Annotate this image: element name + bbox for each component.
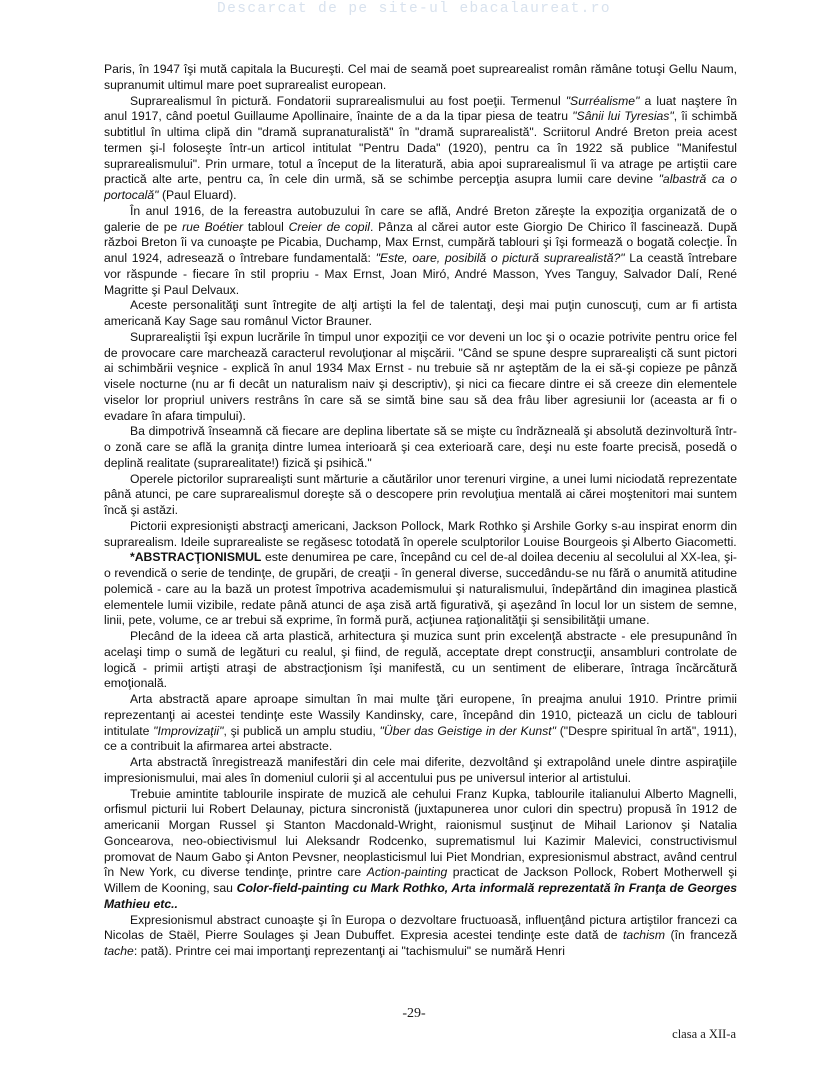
text-run: "albastră ca o portocală" xyxy=(104,172,737,202)
paragraph xyxy=(104,424,737,471)
text-run: . Pânza al cărei autor este Giorgio De Chirico îl fascinează. După război Breton îi va cunoaşte pe Picabia, Duchamp, Max Ernst, cumpără tablouri şi îşi formează o bogată colecţie. În anul 1924, adresează o întrebare fundamentală: xyxy=(104,219,738,265)
text-run: practicat de Jackson Pollock, Robert Motherwell şi Willem de Kooning, sau xyxy=(104,865,737,895)
text-run: tabloul xyxy=(243,219,289,234)
text-run: este denumirea pe care, începând cu cel de-al doilea deceniu al secolului al XX-lea, şi-o revendică o serie de tendinţe, de grupări, de creaţii - în general diverse, succedându-se nu fără o anumită atitudine polemică - care au la bază un protest împotriva academismului şi naturalismului, îndepărtând din imaginea plastică elementele lumii vizibile, redate până atunci de aşa zisă artă figurativă, şi aşezând în locul lor un sistem de semne, linii, pete, volume, ce ar trebui să exprime, în formă pură, acţiunea raţionalităţii şi sensibilităţii umane. xyxy=(104,550,737,628)
text-run: "Surréalisme" xyxy=(565,93,640,108)
text-run: Ba dimpotrivă înseamnă că fiecare are deplina libertate să se mişte cu îndrăzneală şi absolută dezinvoltură într-o zonă care se află la graniţa dintre lumea interioară şi cea exterioară care, deşi nu este foarte precisă, posedă o deplină realitate (suprarealitate!) fizică şi psihică." xyxy=(104,424,737,470)
text-run: tachism xyxy=(623,928,666,943)
paragraph xyxy=(104,204,737,299)
text-run: (în franceză xyxy=(665,928,737,943)
text-run: Aceste personalităţi sunt întregite de alţi artişti la fel de talentaţi, deşi mai puţin cunoscuţi, cum ar fi artista americană Kay Sage sau românul Victor Brauner. xyxy=(104,298,737,328)
text-run: "Este, oare, posibilă o pictură suprarealistă?" xyxy=(375,251,625,265)
text-run: Arta abstractă apare aproape simultan în mai multe ţări europene, în preajma anului 1910. Printre primii reprezentanţi ai acestei tendinţe este Wassily Kandinsky, care, începând din 1910, pictează un ciclu de tablouri intitulate xyxy=(104,692,737,738)
paragraph xyxy=(104,472,737,519)
text-run: Trebuie amintite tablourile inspirate de muzică ale cehului Franz Kupka, tablourile italianului Alberto Magnelli, orfismul picturii lui Robert Delaunay, pictura sincronistă (juxtapunerea unor culori din spectru) propusă în 1912 de americanii Morgan Russel şi Stanton Macdonald-Wright, raionismul susţinut de Mihail Larionov şi Natalia Goncearova, neo-obiectivismul lui Aleksandr Rodcenko, suprematismul lui Kazimir Malevici, constructivismul promovat de Naum Gabo şi Anton Pevsner, neoplasticismul lui Piet Mondrian, expresionismul abstract, având centrul în New York, cu diverse tendinţe, printre care xyxy=(104,786,737,880)
text-run: Paris, în 1947 îşi mută capitala la Bucureşti. Cel mai de seamă poet suprearealist român rămâne totuşi Gellu Naum, supranumit ultimul mare poet suprarealist european. xyxy=(104,62,737,92)
text-run: "Improvizaţii" xyxy=(153,723,224,738)
text-run: Suprarealiştii îşi expun lucrările în timpul unor expoziţii ce vor deveni un loc şi o ocazie potrivite pentru orice fel de provocare care marchează caracterul revoluţionar al mişcării. "Când se spune despre suprarealişti că sunt pictori ai schimbării veşnice - explică în anul 1934 Max Ernst - nu trebuie să nr aşteptăm de la ei să-şi copieze pe pânză visele nocturne (nu ar fi decât un naturalism naiv şi descriptiv), şi nici ca fiecare dintre ei să creeze din elementele viselor lor propriul univers restrâns în care să se simtă bine sau să dea frâu liber agresiunii lor (aceasta ar fi o evadare în afara timpului). xyxy=(104,329,737,423)
text-run: : pată). Printre cei mai importanţi reprezentanţi ai "tachismului" se numără Henri xyxy=(133,944,565,958)
paragraph xyxy=(104,94,737,204)
watermark-text: Descarcat de pe site-ul ebacalaureat.ro xyxy=(217,1,611,17)
text-run: Creier de copil xyxy=(288,219,370,234)
text-run: La ceastă întrebare vor răspunde - fiecare în stil propriu - Max Ernst, Joan Miró, André Masson, Yves Tanguy, Salvador Dalí, René Magritte şi Paul Delvaux. xyxy=(104,251,737,297)
text-run: Pictorii expresionişti abstracţi americani, Jackson Pollock, Mark Rothko şi Arshile Gorky s-au inspirat enorm din suprarealism. Ideile suprarealiste se regăsesc totodată în operele sculptorilor Louise Bourgeois şi Alberto Giacometti. xyxy=(104,518,737,549)
text-run: *ABSTRACŢIONISMUL xyxy=(130,550,262,565)
text-run: a luat naştere în anul 1917, când poetul Guillaume Apollinaire, înainte de a da la tipar piesa de teatru xyxy=(104,93,738,124)
document-body xyxy=(104,62,737,960)
paragraph xyxy=(104,692,737,755)
paragraph xyxy=(104,913,737,960)
paragraph xyxy=(104,787,737,913)
page-number: -29- xyxy=(402,1006,426,1021)
paragraph xyxy=(104,629,737,692)
text-run: Color-field-painting cu Mark Rothko, Arta informală reprezentată în Franţa de Georges Mathieu etc.. xyxy=(104,881,737,911)
text-run: (Paul Eluard). xyxy=(158,188,237,202)
text-run: ("Despre spiritual în artă", 1911), ce a contribuit la afirmarea artei abstracte. xyxy=(104,723,737,754)
page-footer xyxy=(0,1006,828,1066)
text-run: Arta abstractă înregistrează manifestări din cele mai diferite, dezvoltând şi extrapolând unele dintre aspiraţiile impresionismului, mai ales în domeniul culorii şi al accentului pus pe universul interior al artistului. xyxy=(104,755,737,785)
paragraph xyxy=(104,519,737,551)
paragraph xyxy=(104,298,737,330)
text-run: Expresionismul abstract cunoaşte şi în Europa o dezvoltare fructuoasă, influenţând pictura artiştilor francezi ca Nicolas de Staël, Pierre Soulages şi Jean Dubuffet. Expresia acestei tendinţe este dată de xyxy=(104,912,737,943)
paragraph xyxy=(104,62,737,94)
class-label: clasa a XII-a xyxy=(672,1027,736,1041)
text-run: Plecând de la ideea că arta plastică, arhitectura şi muzica sunt prin excelenţă abstracte - ele presupunând în acelaşi timp o sumă de legături cu realul, şi fiind, de regulă, acceptate drept construcţii, ansambluri controlate de logică - primii artişti atraşi de abstracţionism îşi manifestă, cu un sentiment de eliberare, întraga încărcătură emoţională. xyxy=(104,629,737,691)
text-run: În anul 1916, de la fereastra autobuzului în care se află, André Breton zăreşte la expoziţia organizată de o galerie de pe xyxy=(104,203,737,234)
paragraph xyxy=(104,550,737,629)
text-run: tache xyxy=(104,944,134,958)
paragraph xyxy=(104,755,737,787)
text-run: Action-painting xyxy=(366,865,448,880)
text-run: , şi publică un amplu studiu, xyxy=(223,723,380,738)
text-run: , îi schimbă subtitlul în ultima clipă din "dramă supranaturalistă" în "dramă suprarealistă". Scriitorul André Breton preia acest termen şi-l foloseşte într-un articol intitulat "Pentru Dada" (1920), pentru ca în 1922 să publice "Manifestul suprarealismului". Prin urmare, totul a început de la literatură, abia apoi suprarealismul îi va atrage pe artiştii care practică alte arte, pentru ca, în cele din urmă, să se schimbe percepţia asupra lumii care devine xyxy=(104,109,737,187)
text-run: Suprarealismul în pictură. Fondatorii suprarealismului au fost poeţii. Termenul xyxy=(130,93,566,108)
paragraph xyxy=(104,330,737,425)
text-run: Operele pictorilor suprarealişti sunt mărturie a căutărilor unor terenuri virgine, a unei lumi niciodată reprezentate până atunci, pe care suprarealismul doreşte să o descopere prin revoluţiua mentală ai cărei moştenitori mai suntem încă şi astăzi. xyxy=(104,471,737,517)
text-run: "Über das Geistige in der Kunst" xyxy=(379,723,556,738)
text-run: rue Boétier xyxy=(182,219,244,234)
text-run: "Sânii lui Tyresias" xyxy=(572,109,674,124)
